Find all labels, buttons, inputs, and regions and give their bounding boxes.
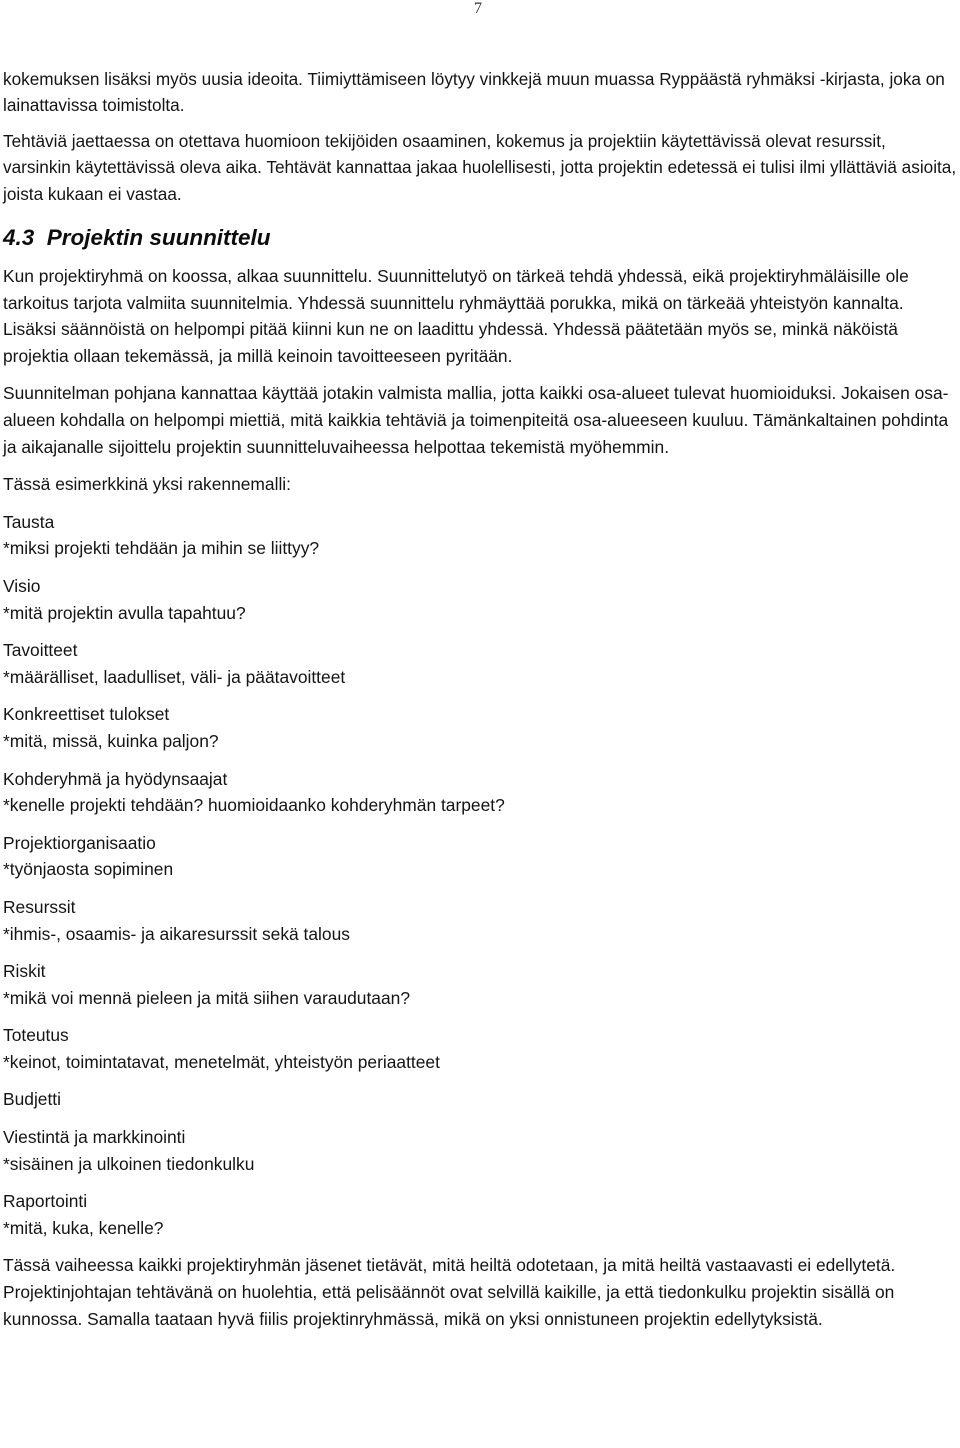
section-paragraph-2: Suunnitelman pohjana kannattaa käyttää jotakin valmista mallia, jotta kaikki osa-alueet tulevat huomioiduksi. Jokaisen osa-alueen kohdalla on helpompi miettiä, mitä kaikkia tehtäviä ja toimenpiteitä osa-alueeseen kuuluu. Tämänkaltainen pohdinta ja aikajanalle sijoittelu projektin suunnitteluvaiheessa helpottaa tekemistä myöhemmin. bbox=[3, 383, 949, 457]
model-item-detail: *määrälliset, laadulliset, väli- ja päätavoitteet bbox=[3, 666, 346, 687]
page-number: 7 bbox=[474, 0, 482, 17]
model-item-detail: *ihmis-, osaamis- ja aikaresurssit sekä talous bbox=[3, 923, 350, 944]
document-body bbox=[3, 66, 957, 1332]
model-item-title: Toteutus bbox=[3, 1025, 69, 1046]
model-item-title: Viestintä ja markkinointi bbox=[3, 1127, 186, 1148]
model-item-detail: *mitä, kuka, kenelle? bbox=[3, 1217, 164, 1238]
model-item bbox=[3, 509, 957, 562]
model-item bbox=[3, 1086, 957, 1113]
model-item bbox=[3, 894, 957, 947]
model-item-title: Projektiorganisaatio bbox=[3, 832, 156, 853]
model-item bbox=[3, 701, 957, 754]
section-number: 4.3 bbox=[3, 225, 35, 251]
model-item-title: Resurssit bbox=[3, 896, 76, 917]
model-item-detail: *miksi projekti tehdään ja mihin se liittyy? bbox=[3, 538, 320, 559]
model-item bbox=[3, 830, 957, 883]
model-item-title: Budjetti bbox=[3, 1089, 62, 1110]
model-item-title: Tausta bbox=[3, 511, 55, 532]
section-title: Projektin suunnittelu bbox=[46, 225, 271, 251]
model-list bbox=[3, 509, 957, 1242]
model-item bbox=[3, 573, 957, 626]
model-item-detail: *kenelle projekti tehdään? huomioidaanko kohderyhmän tarpeet? bbox=[3, 795, 505, 816]
model-item-title: Tavoitteet bbox=[3, 640, 78, 661]
model-item-detail: *sisäinen ja ulkoinen tiedonkulku bbox=[3, 1153, 255, 1174]
model-item-detail: *työnjaosta sopiminen bbox=[3, 859, 174, 880]
model-item-detail: *mitä, missä, kuinka paljon? bbox=[3, 730, 219, 751]
model-item-detail: *mikä voi mennä pieleen ja mitä siihen varaudutaan? bbox=[3, 987, 410, 1008]
section-heading bbox=[3, 223, 957, 253]
model-item bbox=[3, 766, 957, 819]
intro-paragraph-1: kokemuksen lisäksi myös uusia ideoita. Tiimiyttämiseen löytyy vinkkejä muun muassa Ryppäästä ryhmäksi -kirjasta, joka on lainattavissa toimistolta. bbox=[3, 69, 945, 116]
model-item bbox=[3, 1022, 957, 1075]
model-item-detail: *keinot, toimintatavat, menetelmät, yhteistyön periaatteet bbox=[3, 1051, 440, 1072]
model-item bbox=[3, 1188, 957, 1241]
intro-paragraph-2: Tehtäviä jaettaessa on otettava huomioon tekijöiden osaaminen, kokemus ja projektiin käytettävissä olevat resurssit, varsinkin käytettävissä oleva aika. Tehtävät kannattaa jakaa huolellisesti, jotta projektin edetessä ei tulisi ilmi yllättäviä asioita, joista kukaan ei vastaa. bbox=[3, 130, 957, 204]
model-item-title: Riskit bbox=[3, 961, 46, 982]
model-item bbox=[3, 1124, 957, 1177]
intro-section bbox=[3, 66, 957, 207]
model-item-title: Konkreettiset tulokset bbox=[3, 704, 170, 725]
model-intro: Tässä esimerkkinä yksi rakennemalli: bbox=[3, 474, 292, 495]
model-item bbox=[3, 958, 957, 1011]
closing-paragraph: Tässä vaiheessa kaikki projektiryhmän jäsenet tietävät, mitä heiltä odotetaan, ja mitä heiltä vastaavasti ei edellytetä. Projektinjohtajan tehtävänä on huolehtia, että pelisäännöt ovat selvillä kaikille, ja että tiedonkulku projektin sisällä on kunnossa. Samalla taataan hyvä fiilis projektinryhmässä, mikä on yksi onnistuneen projektin edellytyksistä. bbox=[3, 1255, 896, 1329]
model-item-title: Kohderyhmä ja hyödynsaajat bbox=[3, 768, 228, 789]
section-paragraph-1: Kun projektiryhmä on koossa, alkaa suunnittelu. Suunnittelutyö on tärkeä tehdä yhdessä, eikä projektiryhmäläisille ole tarkoitus tarjota valmiita suunnitelmia. Yhdessä suunnittelu ryhmäyttää porukka, mikä on tärkeää yhteistyön kannalta. Lisäksi säännöistä on helpompi pitää kiinni kun ne on laadittu yhdessä. Yhdessä päätetään myös se, minkä näköistä projektia ollaan tekemässä, ja millä keinoin tavoitteeseen pyritään. bbox=[3, 266, 909, 366]
model-item bbox=[3, 637, 957, 690]
model-item-title: Raportointi bbox=[3, 1191, 88, 1212]
model-item-title: Visio bbox=[3, 575, 41, 596]
model-item-detail: *mitä projektin avulla tapahtuu? bbox=[3, 602, 246, 623]
